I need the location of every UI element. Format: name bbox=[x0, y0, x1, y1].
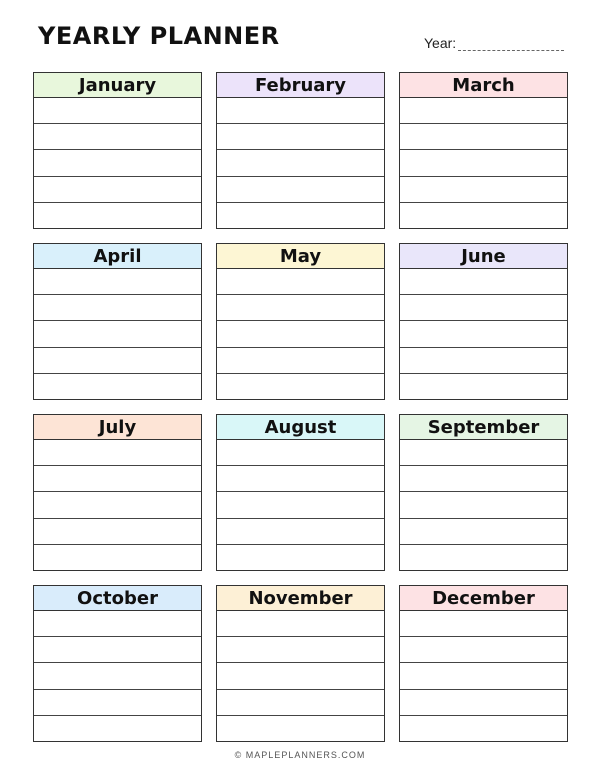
month-box-october bbox=[33, 585, 202, 742]
month-box-february bbox=[216, 72, 385, 229]
entry-line[interactable] bbox=[217, 98, 384, 124]
entry-line[interactable] bbox=[34, 716, 201, 741]
entry-line[interactable] bbox=[400, 295, 567, 321]
entry-line[interactable] bbox=[217, 203, 384, 228]
month-box-june bbox=[399, 243, 568, 400]
entry-line[interactable] bbox=[34, 177, 201, 203]
month-box-august bbox=[216, 414, 385, 571]
entry-line[interactable] bbox=[217, 690, 384, 716]
entry-line[interactable] bbox=[400, 519, 567, 545]
entry-line[interactable] bbox=[34, 611, 201, 637]
entry-line[interactable] bbox=[34, 690, 201, 716]
entry-line[interactable] bbox=[217, 321, 384, 347]
month-box-january bbox=[33, 72, 202, 229]
month-box-september bbox=[399, 414, 568, 571]
month-header: January bbox=[34, 73, 201, 98]
entry-line[interactable] bbox=[400, 177, 567, 203]
entry-line[interactable] bbox=[400, 545, 567, 570]
entry-line[interactable] bbox=[400, 321, 567, 347]
entry-line[interactable] bbox=[34, 492, 201, 518]
entry-line[interactable] bbox=[217, 269, 384, 295]
month-box-march bbox=[399, 72, 568, 229]
entry-line[interactable] bbox=[217, 348, 384, 374]
entry-line[interactable] bbox=[400, 203, 567, 228]
entry-line[interactable] bbox=[34, 124, 201, 150]
entry-line[interactable] bbox=[34, 98, 201, 124]
entry-line[interactable] bbox=[34, 269, 201, 295]
entry-line[interactable] bbox=[34, 348, 201, 374]
entry-line[interactable] bbox=[400, 98, 567, 124]
entry-line[interactable] bbox=[400, 374, 567, 399]
month-box-november bbox=[216, 585, 385, 742]
entry-line[interactable] bbox=[400, 716, 567, 741]
entry-line[interactable] bbox=[400, 611, 567, 637]
year-field[interactable] bbox=[424, 35, 564, 51]
entry-line[interactable] bbox=[34, 519, 201, 545]
entry-line[interactable] bbox=[217, 295, 384, 321]
entry-line[interactable] bbox=[400, 124, 567, 150]
entry-line[interactable] bbox=[217, 150, 384, 176]
entry-line[interactable] bbox=[217, 440, 384, 466]
entry-line[interactable] bbox=[217, 716, 384, 741]
footer-credit: © MAPLEPLANNERS.COM bbox=[234, 750, 366, 760]
entry-line[interactable] bbox=[217, 637, 384, 663]
entry-line[interactable] bbox=[400, 466, 567, 492]
entry-line[interactable] bbox=[400, 269, 567, 295]
entry-line[interactable] bbox=[217, 177, 384, 203]
month-header: April bbox=[34, 244, 201, 269]
entry-line[interactable] bbox=[34, 440, 201, 466]
entry-line[interactable] bbox=[34, 203, 201, 228]
month-header: December bbox=[400, 586, 567, 611]
month-box-may bbox=[216, 243, 385, 400]
entry-line[interactable] bbox=[400, 150, 567, 176]
entry-line[interactable] bbox=[400, 440, 567, 466]
entry-line[interactable] bbox=[34, 374, 201, 399]
entry-line[interactable] bbox=[217, 519, 384, 545]
entry-line[interactable] bbox=[217, 466, 384, 492]
month-header: July bbox=[34, 415, 201, 440]
entry-line[interactable] bbox=[217, 611, 384, 637]
entry-line[interactable] bbox=[217, 663, 384, 689]
entry-line[interactable] bbox=[400, 663, 567, 689]
entry-line[interactable] bbox=[217, 124, 384, 150]
year-input-line[interactable] bbox=[458, 36, 564, 51]
entry-line[interactable] bbox=[34, 150, 201, 176]
entry-line[interactable] bbox=[400, 690, 567, 716]
month-header: May bbox=[217, 244, 384, 269]
month-header: November bbox=[217, 586, 384, 611]
entry-line[interactable] bbox=[34, 295, 201, 321]
entry-line[interactable] bbox=[400, 348, 567, 374]
entry-line[interactable] bbox=[217, 545, 384, 570]
year-label: Year: bbox=[424, 35, 457, 51]
months-grid bbox=[33, 72, 568, 742]
month-header: October bbox=[34, 586, 201, 611]
month-box-april bbox=[33, 243, 202, 400]
month-header: September bbox=[400, 415, 567, 440]
entry-line[interactable] bbox=[34, 545, 201, 570]
entry-line[interactable] bbox=[34, 466, 201, 492]
month-header: March bbox=[400, 73, 567, 98]
month-box-december bbox=[399, 585, 568, 742]
entry-line[interactable] bbox=[34, 637, 201, 663]
month-header: August bbox=[217, 415, 384, 440]
entry-line[interactable] bbox=[217, 374, 384, 399]
month-box-july bbox=[33, 414, 202, 571]
entry-line[interactable] bbox=[400, 492, 567, 518]
page-title: YEARLY PLANNER bbox=[38, 22, 280, 50]
entry-line[interactable] bbox=[34, 321, 201, 347]
entry-line[interactable] bbox=[400, 637, 567, 663]
entry-line[interactable] bbox=[217, 492, 384, 518]
month-header: February bbox=[217, 73, 384, 98]
entry-line[interactable] bbox=[34, 663, 201, 689]
month-header: June bbox=[400, 244, 567, 269]
